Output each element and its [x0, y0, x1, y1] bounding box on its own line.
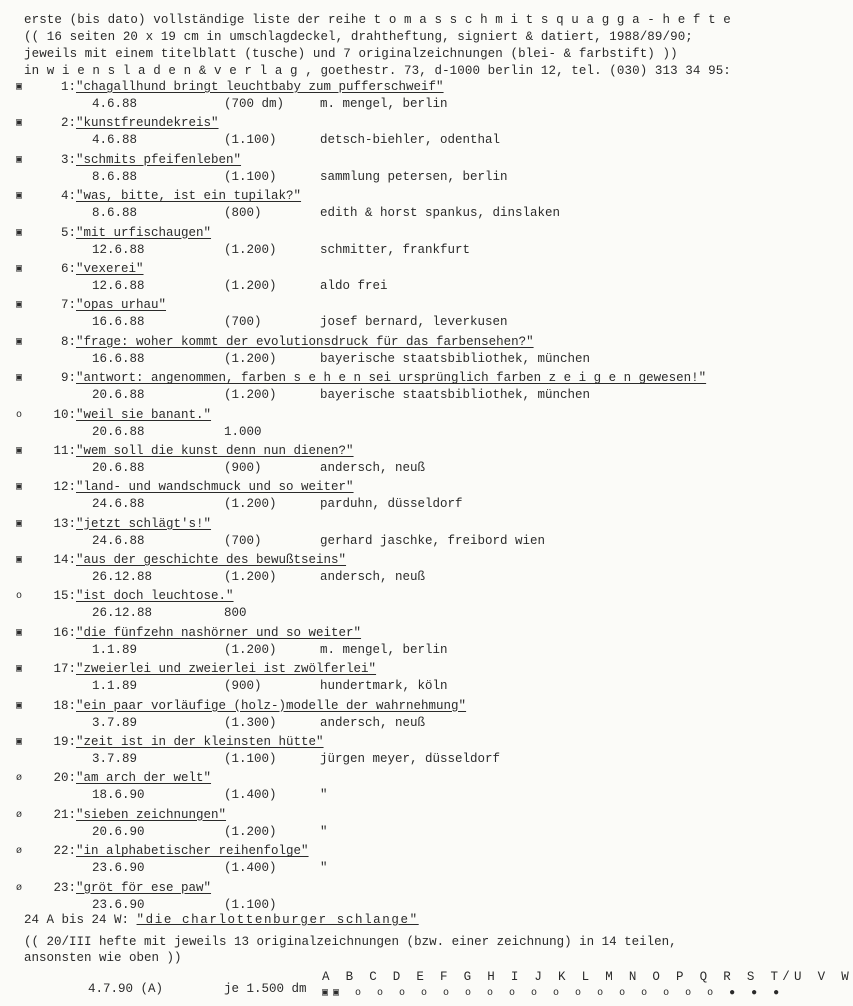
list-item [16, 262, 696, 298]
header-line-4: in w i e n s l a d e n & v e r l a g , goethestr. 73, d-1000 berlin 12, tel. (030) 313 34 95: [24, 64, 731, 78]
entry-status-mark: ▣ [16, 373, 23, 385]
entry-date: 12.6.88 [92, 278, 145, 293]
entry-edition: (1.400) [224, 861, 277, 876]
entry-owner: edith & horst spankus, dinslaken [320, 206, 561, 221]
entry-number: 19: [53, 735, 76, 750]
entry-number: 5: [60, 225, 76, 240]
entry-number: 10: [53, 407, 76, 422]
list-item [16, 226, 696, 262]
footer-price: je 1.500 dm [224, 982, 307, 996]
list-item [16, 153, 696, 189]
list-item [16, 444, 696, 480]
entry-number: 3: [60, 152, 76, 167]
entry-date: 18.6.90 [92, 788, 145, 803]
entry-number: 15: [53, 589, 76, 604]
entry-status-mark: ▣ [16, 445, 23, 457]
entry-date: 20.6.88 [92, 460, 145, 475]
entry-owner: bayerische staatsbibliothek, münchen [320, 351, 591, 366]
entry-owner: parduhn, düsseldorf [320, 497, 463, 512]
entry-title: "sieben zeichnungen" [76, 807, 227, 822]
entry-title: "jetzt schlägt's!" [76, 516, 212, 531]
entry-date: 20.6.88 [92, 388, 145, 403]
entry-status-mark: ø [16, 846, 23, 858]
entry-number: 11: [53, 443, 76, 458]
entry-number: 23: [53, 880, 76, 895]
entry-date: 4.6.88 [92, 133, 138, 148]
entry-status-mark: ▣ [16, 737, 23, 749]
entry-number: 21: [53, 807, 76, 822]
list-item [16, 371, 707, 407]
entry-edition: (1.200) [224, 278, 277, 293]
entry-status-mark: ▣ [16, 482, 23, 494]
entry-title: "vexerei" [76, 261, 144, 276]
entry-date: 1.1.89 [92, 642, 138, 657]
entry-date: 24.6.88 [92, 497, 145, 512]
entry-number: 7: [60, 298, 76, 313]
entry-owner: sammlung petersen, berlin [320, 169, 508, 184]
entry-edition: (1.200) [224, 642, 277, 657]
list-item [16, 626, 696, 662]
list-item [16, 80, 696, 116]
entry-status-mark: ▣ [16, 627, 23, 639]
footer-range: 24 A bis 24 W: [24, 913, 130, 927]
entry-title: "schmits pfeifenleben" [76, 152, 242, 167]
entry-status-mark: ▣ [16, 263, 23, 275]
document-header [24, 12, 731, 80]
entry-date: 20.6.90 [92, 824, 145, 839]
entry-edition: (1.200) [224, 570, 277, 585]
entry-edition: (900) [224, 460, 262, 475]
entry-owner: schmitter, frankfurt [320, 242, 471, 257]
entry-title: "am arch der welt" [76, 771, 212, 786]
entry-owner: detsch-biehler, odenthal [320, 133, 501, 148]
entry-title: "wem soll die kunst denn nun dienen?" [76, 443, 354, 458]
list-item [16, 808, 696, 844]
entry-date: 12.6.88 [92, 242, 145, 257]
entry-edition: (800) [224, 206, 262, 221]
footer-title-line [24, 912, 694, 928]
entry-edition: 1.000 [224, 424, 262, 439]
entry-edition: (1.200) [224, 242, 277, 257]
entry-number: 17: [53, 662, 76, 677]
header-line-3: jeweils mit einem titelblatt (tusche) und 7 originalzeichnungen (blei- & farbstift) )) [24, 47, 678, 61]
entry-edition: (700) [224, 533, 262, 548]
entry-status-mark: ø [16, 809, 23, 821]
list-item [16, 735, 696, 771]
entry-date: 3.7.89 [92, 715, 138, 730]
entry-title: "mit urfischaugen" [76, 225, 212, 240]
list-item [16, 408, 696, 444]
entry-edition: (1.300) [224, 715, 277, 730]
list-item [16, 517, 696, 553]
entry-title: "zweierlei und zweierlei ist zwölferlei" [76, 662, 377, 677]
entry-number: 16: [53, 625, 76, 640]
entry-number: 20: [53, 771, 76, 786]
entry-number: 12: [53, 480, 76, 495]
footer-letter-marks: ▣▣ o o o o o o o o o o o o o o o o o ● ● ● [322, 988, 785, 999]
list-item [16, 844, 696, 880]
entry-edition: 800 [224, 606, 247, 621]
entry-title: "zeit ist in der kleinsten hütte" [76, 735, 324, 750]
list-item [16, 480, 696, 516]
entry-owner: m. mengel, berlin [320, 97, 448, 111]
entry-status-mark: ▣ [16, 82, 23, 93]
entry-number: 2: [60, 116, 76, 131]
entry-number: 13: [53, 516, 76, 531]
entry-number: 4: [60, 189, 76, 204]
entry-status-mark: ▣ [16, 664, 23, 676]
entry-status-mark: ▣ [16, 154, 23, 166]
entry-number: 8: [60, 334, 76, 349]
entry-date: 16.6.88 [92, 315, 145, 330]
entry-edition: (1.100) [224, 752, 277, 767]
entry-title: "ist doch leuchtose." [76, 589, 234, 604]
entry-date: 23.6.90 [92, 861, 145, 876]
header-line-2: (( 16 seiten 20 x 19 cm in umschlagdeckel, drahtheftung, signiert & datiert, 1988/89/90; [24, 30, 693, 44]
entry-title: "gröt för ese paw" [76, 880, 212, 895]
entry-number: 14: [53, 553, 76, 568]
header-line-1: erste (bis dato) vollständige liste der reihe t o m a s s c h m i t s q u a g g a - h e f t e [24, 13, 731, 27]
entries-list [16, 80, 707, 917]
entry-title: "antwort: angenommen, farben s e h e n sei ursprünglich farben z e i g e n gewesen!" [76, 371, 707, 386]
list-item [16, 589, 696, 625]
entry-title: "frage: woher kommt der evolutionsdruck für das farbensehen?" [76, 334, 534, 349]
entry-status-mark: ø [16, 773, 23, 785]
list-item [16, 662, 696, 698]
entry-number: 9: [60, 371, 76, 386]
entry-edition: (1.200) [224, 388, 277, 403]
entry-date: 8.6.88 [92, 169, 138, 184]
entry-edition: (1.200) [224, 351, 277, 366]
entry-owner: josef bernard, leverkusen [320, 315, 508, 330]
list-item [16, 298, 696, 334]
entry-date: 20.6.88 [92, 424, 145, 439]
entry-owner: andersch, neuß [320, 715, 426, 730]
entry-owner: hundertmark, köln [320, 679, 448, 694]
entry-date: 16.6.88 [92, 351, 145, 366]
footer-description: (( 20/III hefte mit jeweils 13 originalzeichnungen (bzw. einer zeichnung) in 14 teilen, ansonsten wie oben )) [24, 935, 677, 965]
entry-owner: m. mengel, berlin [320, 642, 448, 657]
series-footer [24, 912, 853, 1006]
entry-title: "die fünfzehn nashörner und so weiter" [76, 625, 362, 640]
entry-edition: (1.100) [224, 897, 277, 912]
entry-number: 6: [60, 261, 76, 276]
entry-edition: (1.400) [224, 788, 277, 803]
entry-status-mark: ▣ [16, 227, 23, 239]
entry-number: 18: [53, 698, 76, 713]
footer-title: "die charlottenburger schlange" [136, 913, 419, 927]
entry-edition: (1.200) [224, 497, 277, 512]
entry-title: "land- und wandschmuck und so weiter" [76, 480, 354, 495]
entry-date: 8.6.88 [92, 206, 138, 221]
entry-status-mark: ▣ [16, 555, 23, 567]
entry-edition: (900) [224, 679, 262, 694]
entry-status-mark: ▣ [16, 700, 23, 712]
entry-number: 1: [60, 80, 76, 94]
entry-status-mark: ø [16, 882, 23, 894]
entry-status-mark: ▣ [16, 336, 23, 348]
entry-status-mark: ▣ [16, 300, 23, 312]
entry-owner: andersch, neuß [320, 570, 426, 585]
entry-edition: (1.100) [224, 169, 277, 184]
entry-status-mark: ▣ [16, 518, 23, 530]
entry-number: 22: [53, 844, 76, 859]
entry-edition: (1.200) [224, 824, 277, 839]
list-item [16, 553, 696, 589]
entry-title: "in alphabetischer reihenfolge" [76, 844, 309, 859]
entry-title: "chagallhund bringt leuchtbaby zum pufferschweif" [76, 80, 444, 94]
entry-status-mark: o [16, 409, 23, 421]
entry-date: 23.6.90 [92, 897, 145, 912]
entry-title: "was, bitte, ist ein tupilak?" [76, 189, 302, 204]
entry-edition: (700) [224, 315, 262, 330]
list-item [16, 335, 696, 371]
entry-owner: gerhard jaschke, freibord wien [320, 533, 546, 548]
list-item [16, 699, 696, 735]
entry-title: "weil sie banant." [76, 407, 212, 422]
list-item [16, 771, 696, 807]
entry-title: "kunstfreundekreis" [76, 116, 219, 131]
entry-title: "opas urhau" [76, 298, 167, 313]
entry-owner: " [320, 861, 328, 876]
entry-date: 24.6.88 [92, 533, 145, 548]
entry-status-mark: ▣ [16, 118, 23, 130]
entry-title: "aus der geschichte des bewußtseins" [76, 553, 347, 568]
list-item [16, 116, 696, 152]
entry-date: 4.6.88 [92, 97, 138, 111]
entry-status-mark: ▣ [16, 191, 23, 203]
entry-owner: aldo frei [320, 278, 388, 293]
entry-owner: andersch, neuß [320, 460, 426, 475]
entry-edition: (1.100) [224, 133, 277, 148]
entry-owner: " [320, 824, 328, 839]
footer-letters: A B C D E F G H I J K L M N O P Q R S T/U V W [322, 970, 853, 984]
entry-title: "ein paar vorläufige (holz-)modelle der wahrnehmung" [76, 698, 467, 713]
footer-date: 4.7.90 (A) [88, 982, 164, 996]
entry-date: 1.1.89 [92, 679, 138, 694]
entry-edition: (700 dm) [224, 97, 285, 111]
entry-owner: jürgen meyer, düsseldorf [320, 752, 501, 767]
footer-details [24, 970, 853, 1006]
entry-date: 26.12.88 [92, 606, 153, 621]
list-item [16, 189, 696, 225]
entry-status-mark: o [16, 591, 23, 603]
entry-owner: " [320, 788, 328, 803]
entry-date: 26.12.88 [92, 570, 153, 585]
entry-owner: bayerische staatsbibliothek, münchen [320, 388, 591, 403]
entry-date: 3.7.89 [92, 752, 138, 767]
